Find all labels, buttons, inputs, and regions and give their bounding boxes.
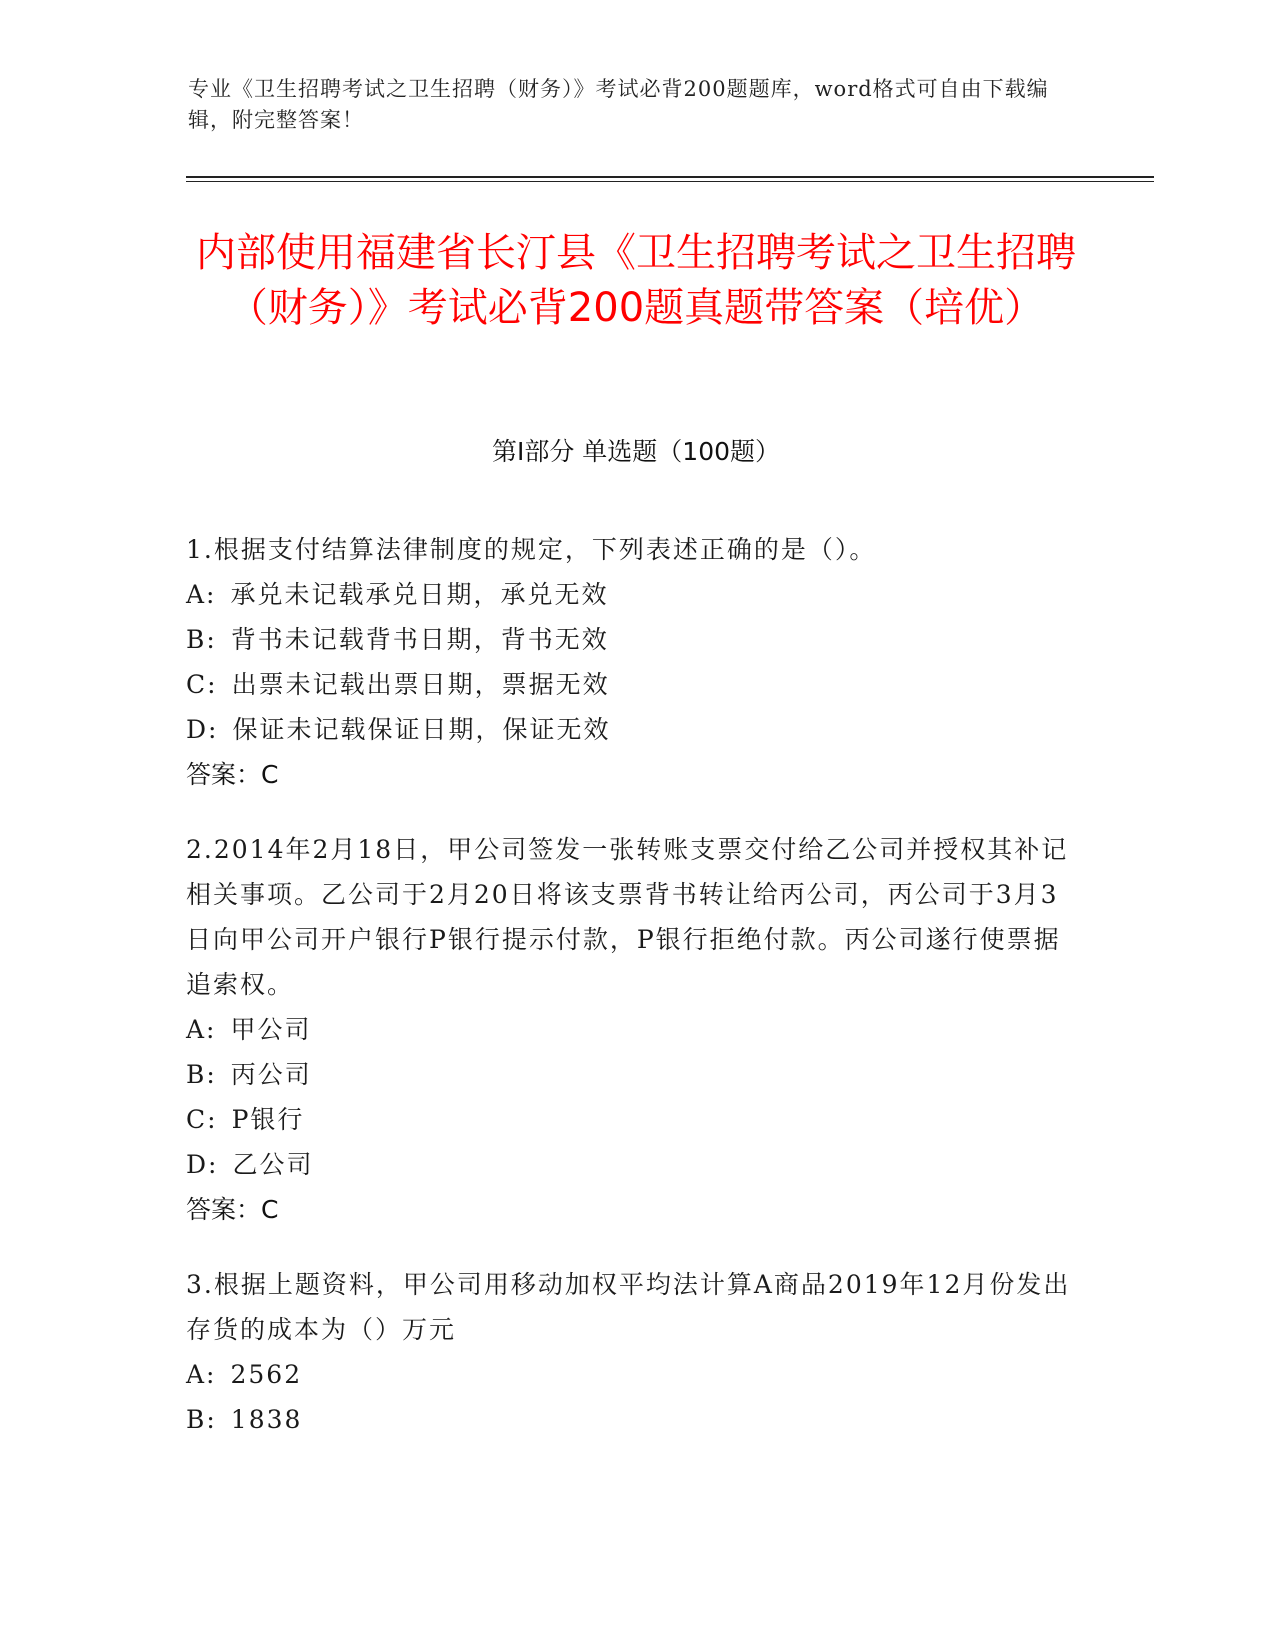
option-letter: A:: [186, 1360, 217, 1389]
option-text: 丙公司: [230, 1060, 312, 1089]
option-letter: D:: [186, 715, 219, 744]
option-text: 承兑未记载承兑日期，承兑无效: [230, 580, 609, 609]
option-text: 甲公司: [230, 1015, 312, 1044]
option-d: [186, 707, 1076, 752]
question-stem: 2.2014年2月18日，甲公司签发一张转账支票交付给乙公司并授权其补记相关事项。乙公司于2月20日将该支票背书转让给丙公司，丙公司于3月3日向甲公司开户银行P银行提示付款，P银行拒绝付款。丙公司遂行使票据追索权。: [186, 835, 1069, 999]
option-text: 乙公司: [232, 1150, 314, 1179]
option-a: [186, 1352, 1076, 1397]
option-a: [186, 1007, 1076, 1052]
option-letter: C:: [186, 1105, 218, 1134]
question-3: [186, 1262, 1076, 1442]
option-text: 出票未记载出票日期，票据无效: [231, 670, 610, 699]
option-letter: B:: [186, 625, 217, 654]
question-2: [186, 827, 1076, 1232]
document-title: 内部使用福建省长汀县《卫生招聘考试之卫生招聘（财务）》考试必背200题真题带答案（培优）: [196, 230, 1076, 331]
option-b: [186, 617, 1076, 662]
option-c: [186, 1097, 1076, 1142]
question-stem: 1.根据支付结算法律制度的规定，下列表述正确的是（）。: [186, 535, 877, 564]
option-c: [186, 662, 1076, 707]
question-stem: 3.根据上题资料，甲公司用移动加权平均法计算A商品2019年12月份发出存货的成本为（）万元: [186, 1270, 1071, 1344]
option-letter: B:: [186, 1060, 217, 1089]
option-text: 背书未记载背书日期，背书无效: [230, 625, 609, 654]
option-text: 2562: [230, 1360, 303, 1389]
option-a: [186, 572, 1076, 617]
header-divider-thin: [186, 181, 1154, 182]
option-letter: B:: [186, 1405, 217, 1434]
option-letter: A:: [186, 580, 217, 609]
header-divider-thick: [186, 176, 1154, 178]
question-list: [186, 527, 1076, 1472]
header-note: 专业《卫生招聘考试之卫生招聘（财务）》考试必背200题题库，word格式可自由下载编辑，附完整答案！: [188, 77, 1049, 132]
answer-line: 答案：C: [186, 1195, 279, 1224]
option-b: [186, 1397, 1076, 1442]
question-1: [186, 527, 1076, 797]
answer-line: 答案：C: [186, 760, 279, 789]
section-heading: 第I部分 单选题（100题）: [491, 437, 781, 466]
option-text: P银行: [231, 1105, 305, 1134]
option-b: [186, 1052, 1076, 1097]
option-letter: D:: [186, 1150, 219, 1179]
option-letter: A:: [186, 1015, 217, 1044]
option-text: 保证未记载保证日期，保证无效: [232, 715, 611, 744]
option-letter: C:: [186, 670, 218, 699]
option-text: 1838: [230, 1405, 303, 1434]
option-d: [186, 1142, 1076, 1187]
